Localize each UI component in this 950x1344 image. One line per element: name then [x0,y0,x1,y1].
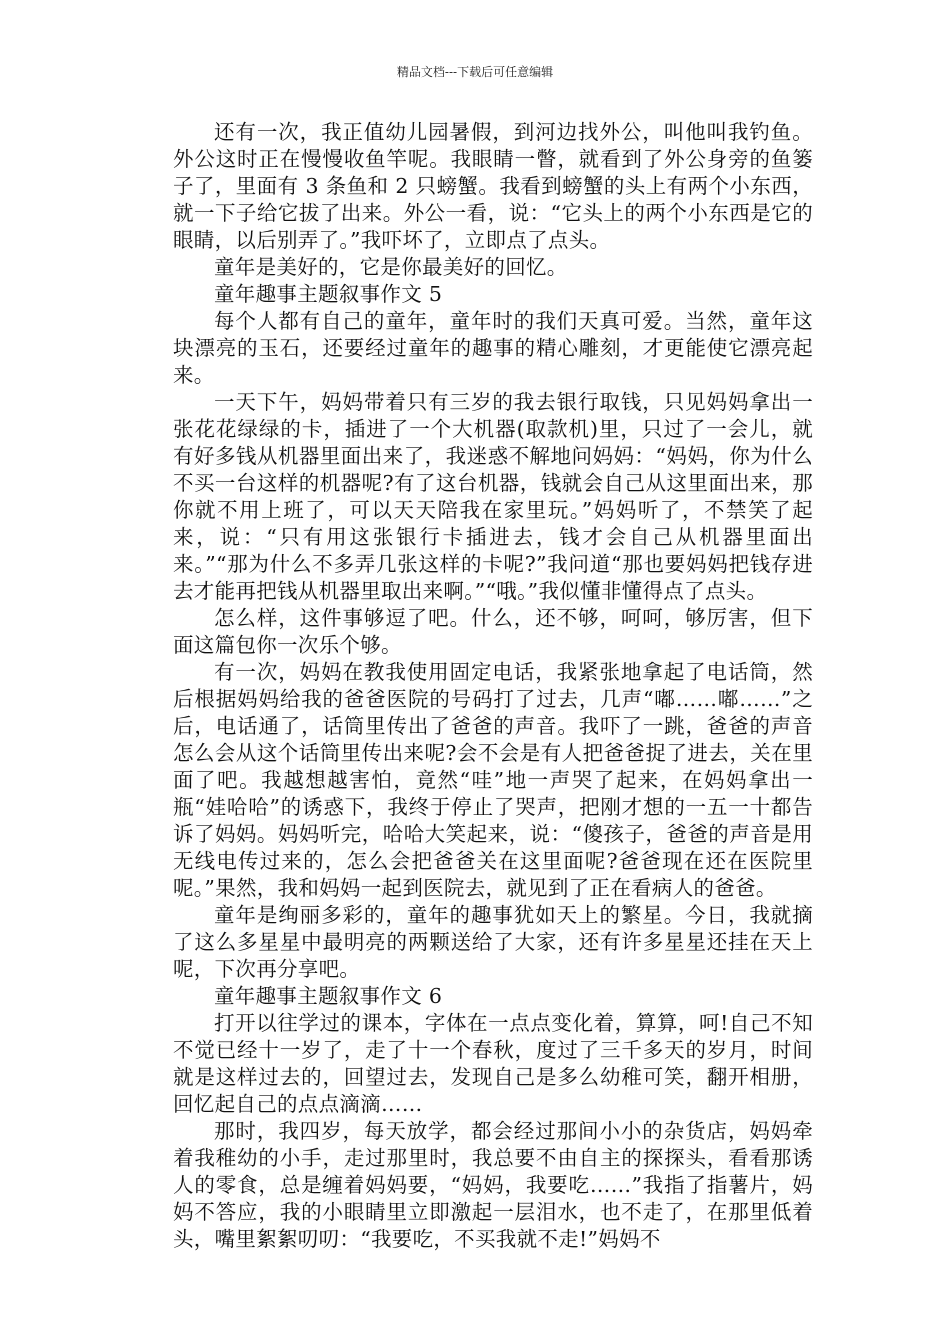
paragraph: 打开以往学过的课本，字体在一点点变化着，算算，呵!自己不知不觉已经十一岁了，走了十一个春秋，度过了三千多天的岁月，时间就是这样过去的，回望过去，发现自己是多么幼稚可笑，翻开相册，回忆起自己的点点滴滴…… [173,1011,813,1116]
paragraph: 一天下午，妈妈带着只有三岁的我去银行取钱，只见妈妈拿出一张花花绿绿的卡，插进了一个大机器(取款机)里，只过了一会儿，就有好多钱从机器里面出来了，我迷惑不解地问妈妈：“妈妈，你为什么不买一台这样的机器呢?有了这台机器，钱就会自己从这里面出来，那你就不用上班了，可以天天陪我在家里玩。”妈妈听了，不禁笑了起来，说：“只有用这张银行卡插进去，钱才会自己从机器里面出来。”“那为什么不多弄几张这样的卡呢?”我问道“那也要妈妈把钱存进去才能再把钱从机器里取出来啊。”“哦。”我似懂非懂得点了点头。 [173,390,813,603]
paragraph: 还有一次，我正值幼儿园暑假，到河边找外公，叫他叫我钓鱼。外公这时正在慢慢收鱼竿呢。我眼睛一瞥，就看到了外公身旁的鱼篓子了，里面有 3 条鱼和 2 只螃蟹。我看到螃蟹的头上有两个小东西，就一下子给它拔了出来。外公一看，说：“它头上的两个小东西是它的眼睛，以后别弄了。”我吓坏了，立即点了点头。 [173,120,813,252]
paragraph: 童年是美好的，它是你最美好的回忆。 [214,255,568,279]
paragraph: 每个人都有自己的童年，童年时的我们天真可爱。当然，童年这块漂亮的玉石，还要经过童年的趣事的精心雕刻，才更能使它漂亮起来。 [173,309,813,387]
section-heading: 童年趣事主题叙事作文 6 [214,984,443,1008]
paragraph: 有一次，妈妈在教我使用固定电话，我紧张地拿起了电话筒，然后根据妈妈给我的爸爸医院的号码打了过去，几声“嘟……嘟……”之后，电话通了，话筒里传出了爸爸的声音。我吓了一跳，爸爸的声音怎么会从这个话筒里传出来呢?会不会是有人把爸爸捉了进去，关在里面了吧。我越想越害怕，竟然“哇”地一声哭了起来，在妈妈拿出一瓶“娃哈哈”的诱惑下，我终于停止了哭声，把刚才想的一五一十都告诉了妈妈。妈妈听完，哈哈大笑起来，说：“傻孩子，爸爸的声音是用无线电传过来的，怎么会把爸爸关在这里面呢?爸爸现在还在医院里呢。”果然，我和妈妈一起到医院去，就见到了正在看病人的爸爸。 [173,660,813,900]
paragraph: 那时，我四岁，每天放学，都会经过那间小小的杂货店，妈妈牵着我稚幼的小手，走过那里时，我总要不由自主的探探头，看看那诱人的零食，总是缠着妈妈要，“妈妈，我要吃……”我指了指薯片，妈妈不答应，我的小眼睛里立即激起一层泪水，也不走了，在那里低着头，嘴里絮絮叨叨：“我要吃，不买我就不走!”妈妈不 [173,1119,813,1251]
paragraph: 童年是绚丽多彩的，童年的趣事犹如天上的繁星。今日，我就摘了这么多星星中最明亮的两颗送给了大家，还有许多星星还挂在天上呢，下次再分享吧。 [173,903,813,981]
page-header: 精品文档---下载后可任意编辑 [396,65,554,79]
paragraph: 怎么样，这件事够逗了吧。什么，还不够，呵呵，够厉害，但下面这篇包你一次乐个够。 [173,606,813,657]
document-body [173,119,813,1253]
section-heading: 童年趣事主题叙事作文 5 [214,282,443,306]
